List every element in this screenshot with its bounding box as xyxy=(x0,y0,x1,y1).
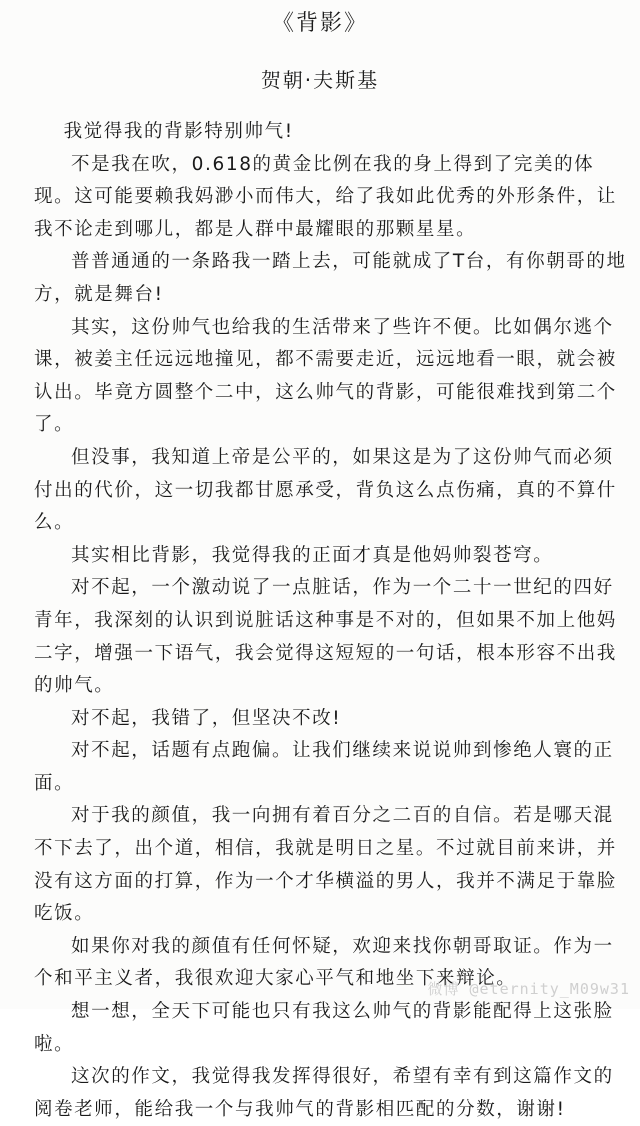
weibo-watermark: 微博 @eternity_M09w31 xyxy=(427,980,630,998)
paragraph: 其实相比背影，我觉得我的正面才真是他妈帅裂苍穹。 xyxy=(71,544,554,566)
paragraph: 对不起，话题有点跑偏。让我们继续来说说帅到惨绝人寰的正面。 xyxy=(34,740,614,794)
essay-author: 贺朝·夫斯基 xyxy=(260,68,380,92)
paragraph: 对不起，一个激动说了一点脏话，作为一个二十一世纪的四好青年，我深刻的认识到说脏话这种事是不对的，但如果不加上他妈二字，增强一下语气，我会觉得这短短的一句话，根本形容不出我的帅气。 xyxy=(34,577,617,697)
paragraph: 普普通通的一条路我一踏上去，可能就成了T台，有你朝哥的地方，就是舞台! xyxy=(34,251,627,305)
paragraph: 对不起，我错了，但坚决不改! xyxy=(71,707,342,729)
paragraph: 想一想，全天下可能也只有我这么帅气的背影能配得上这张脸啦。 xyxy=(34,1001,614,1055)
essay-body xyxy=(34,116,630,1126)
paragraph: 对于我的颜值，我一向拥有着百分之二百的自信。若是哪天混不下去了，出个道，相信，我就是明日之星。不过就目前来讲，并没有这方面的打算，作为一个才华横溢的男人，我并不满足于靠脸吃饭。 xyxy=(34,805,617,925)
paragraph: 其实，这份帅气也给我的生活带来了些许不便。比如偶尔逃个课，被姜主任远远地撞见，都不需要走近，远远地看一眼，就会被认出。毕竟方圆整个二中，这么帅气的背影，可能很难找到第二个了。 xyxy=(34,316,617,436)
paragraph: 我觉得我的背影特别帅气! xyxy=(63,121,294,142)
paragraph: 如果你对我的颜值有任何怀疑，欢迎来找你朝哥取证。作为一个和平主义者，我很欢迎大家心平气和地坐下来辩论。 xyxy=(34,935,614,990)
essay-title: 《背影》 xyxy=(271,11,368,36)
paragraph: 不是我在吹，0.618的黄金比例在我的身上得到了完美的体现。这可能要赖我妈渺小而伟大，给了我如此优秀的外形条件，让我不论走到哪儿，都是人群中最耀眼的那颗星星。 xyxy=(34,153,617,240)
paragraph: 这次的作文，我觉得我发挥得很好，希望有幸有到这篇作文的阅卷老师，能给我一个与我帅气的背影相匹配的分数，谢谢! xyxy=(34,1066,614,1120)
paragraph: 但没事，我知道上帝是公平的，如果这是为了这份帅气而必须付出的代价，这一切我都甘愿承受，背负这么点伤痛，真的不算什么。 xyxy=(34,446,617,534)
